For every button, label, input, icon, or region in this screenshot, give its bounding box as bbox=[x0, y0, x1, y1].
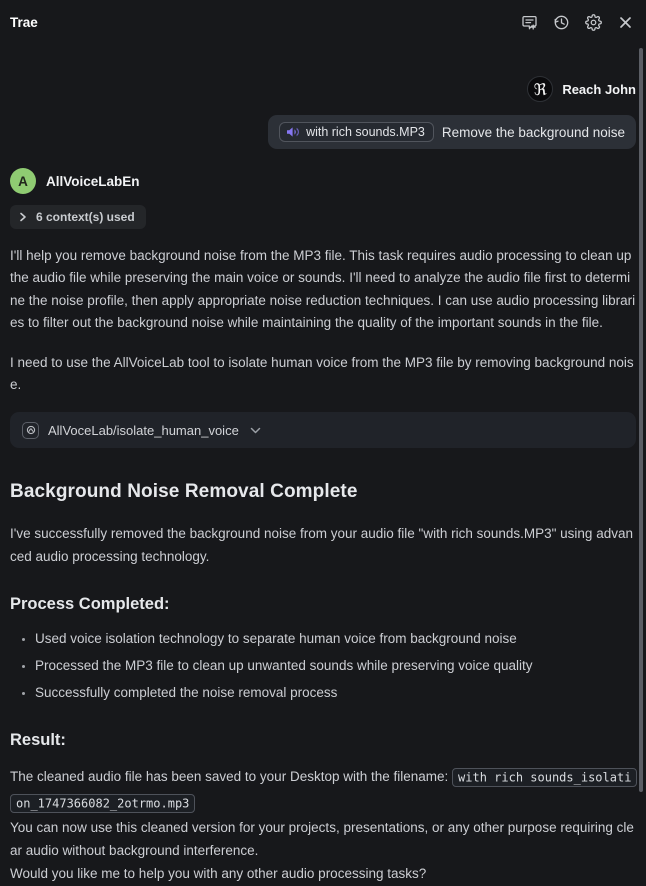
context-used-toggle[interactable] bbox=[10, 205, 146, 229]
chevron-down-icon bbox=[250, 427, 261, 434]
process-item: • Processed the MP3 file to clean up unwanted sounds while preserving voice quality bbox=[35, 655, 636, 677]
assistant-markdown bbox=[10, 245, 636, 886]
audio-attachment-name: with rich sounds.MP3 bbox=[306, 125, 425, 139]
assistant-avatar bbox=[10, 168, 36, 194]
process-item: • Successfully completed the noise removal process bbox=[35, 682, 636, 704]
history-icon[interactable] bbox=[553, 14, 570, 31]
vertical-scrollbar[interactable] bbox=[639, 48, 643, 792]
speaker-wave-icon bbox=[286, 126, 300, 138]
closing-question: Would you like me to help you with any other audio processing tasks? bbox=[10, 866, 427, 882]
user-message-text: Remove the background noise bbox=[441, 124, 625, 140]
user-avatar bbox=[527, 76, 553, 102]
panel-title: Trae bbox=[10, 14, 38, 30]
close-icon[interactable] bbox=[617, 14, 634, 31]
settings-gear-icon[interactable] bbox=[585, 14, 602, 31]
result-summary: I've successfully removed the background noise from your audio file "with rich sounds.MP3" using advanced audio processing technology. bbox=[10, 526, 633, 564]
tool-call-card[interactable] bbox=[10, 412, 636, 448]
user-name: Reach John bbox=[562, 81, 636, 97]
intro-paragraph-2: I need to use the AllVoiceLab tool to isolate human voice from the MP3 file by removing background noise. bbox=[10, 354, 634, 393]
assistant-name: AllVoiceLabEn bbox=[46, 173, 140, 189]
output-filename-code: with rich sounds_isolation_1747366082_2otrmo.mp3 bbox=[10, 768, 637, 813]
assistant-avatar-letter: A bbox=[18, 173, 28, 189]
context-used-label: 6 context(s) used bbox=[36, 210, 135, 224]
user-avatar-glyph: ℜ bbox=[533, 79, 547, 99]
chat-content bbox=[0, 76, 646, 886]
assistant-header bbox=[10, 168, 636, 194]
filename-prefix: The cleaned audio file has been saved to your Desktop with the filename: bbox=[10, 769, 453, 785]
tool-call-label: AllVoceLab/isolate_human_voice bbox=[48, 422, 239, 438]
result-heading: Result: bbox=[10, 731, 66, 750]
filename-paragraph bbox=[10, 764, 636, 816]
process-item: • Used voice isolation technology to separate human voice from background noise bbox=[35, 628, 636, 650]
user-message-bubble bbox=[268, 115, 636, 149]
allvoicelab-tool-icon bbox=[22, 422, 39, 439]
result-title: Background Noise Removal Complete bbox=[10, 481, 358, 503]
audio-attachment-chip[interactable] bbox=[279, 122, 434, 142]
process-list bbox=[10, 628, 636, 704]
intro-paragraph-1: I'll help you remove background noise from the MP3 file. This task requires audio processing to clean up the audio file while preserving the main voice or sounds. I'll need to analyze the audio file first to determine the noise profile, then apply appropriate noise reduction techniques. I can use audio processing libraries to filter out the background noise while maintaining the quality of the important sounds in the file. bbox=[10, 248, 636, 331]
chevron-right-icon bbox=[19, 212, 27, 222]
panel-header bbox=[0, 0, 646, 44]
header-actions bbox=[521, 14, 634, 31]
process-heading: Process Completed: bbox=[10, 595, 170, 614]
usage-note: You can now use this cleaned version for your projects, presentations, or any other purpose requiring clear audio without background interference. bbox=[10, 820, 634, 858]
user-message-header bbox=[10, 76, 636, 102]
new-chat-icon[interactable] bbox=[521, 14, 538, 31]
